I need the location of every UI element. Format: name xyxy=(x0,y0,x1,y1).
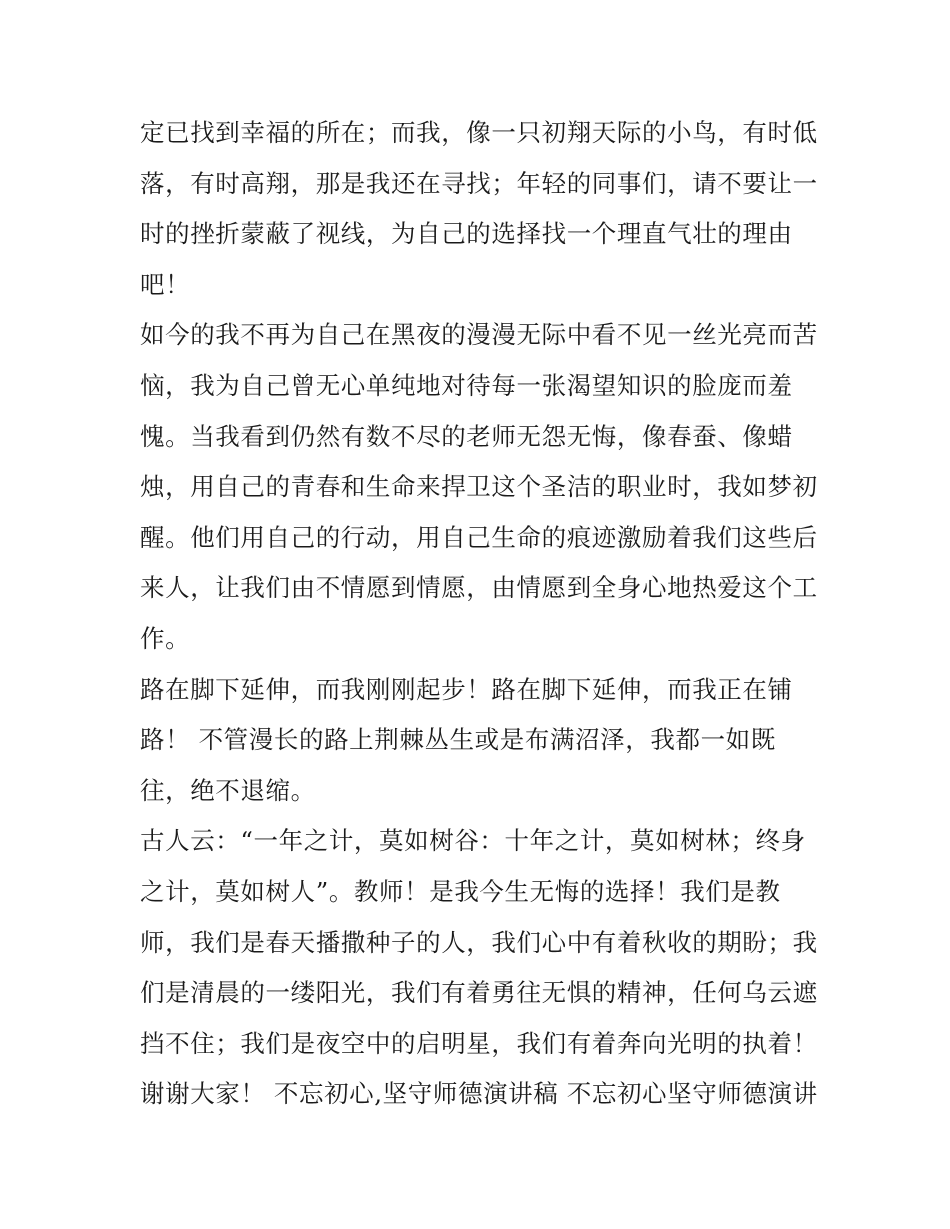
text-line: 往，绝不退缩。 xyxy=(140,775,316,805)
text-line: 谢谢大家！ 不忘初心,坚守师德演讲稿 不忘初心坚守师德演讲 xyxy=(140,1079,818,1109)
text-line: 们是清晨的一缕阳光，我们有着勇往无惧的精神，任何乌云遮 xyxy=(140,978,818,1008)
text-line: 烛，用自己的青春和生命来捍卫这个圣洁的职业时，我如梦初 xyxy=(140,472,818,502)
text-line: 恼，我为自己曾无心单纯地对待每一张渴望知识的脸庞而羞 xyxy=(140,370,793,400)
text-line: 之计，莫如树人”。教师！是我今生无悔的选择！我们是教 xyxy=(140,876,781,906)
text-line: 如今的我不再为自己在黑夜的漫漫无际中看不见一丝光亮而苦 xyxy=(140,320,818,350)
text-line: 醒。他们用自己的行动，用自己生命的痕迹激励着我们这些后 xyxy=(140,522,818,552)
text-line: 作。 xyxy=(140,623,191,653)
text-line: 路！ 不管漫长的路上荆棘丛生或是布满沼泽，我都一如既 xyxy=(140,725,776,755)
text-line: 愧。当我看到仍然有数不尽的老师无怨无悔，像春蚕、像蜡 xyxy=(140,421,793,451)
speech-text-body xyxy=(140,108,840,1120)
text-line: 时的挫折蒙蔽了视线，为自己的选择找一个理直气壮的理由 xyxy=(140,219,793,249)
text-line: 挡不住；我们是夜空中的启明星，我们有着奔向光明的执着！ xyxy=(140,1028,818,1058)
text-line: 路在脚下延伸，而我刚刚起步！路在脚下延伸，而我正在铺 xyxy=(140,674,793,704)
text-line: 吧！ xyxy=(140,269,191,299)
text-line: 古人云：“一年之计，莫如树谷：十年之计，莫如树林；终身 xyxy=(140,826,806,856)
text-line: 师，我们是春天播撒种子的人，我们心中有着秋收的期盼；我 xyxy=(140,927,818,957)
text-line: 来人，让我们由不情愿到情愿，由情愿到全身心地热爱这个工 xyxy=(140,573,818,603)
text-line: 落，有时高翔，那是我还在寻找；年轻的同事们，请不要让一 xyxy=(140,168,818,198)
text-line: 定已找到幸福的所在；而我，像一只初翔天际的小鸟，有时低 xyxy=(140,118,818,147)
